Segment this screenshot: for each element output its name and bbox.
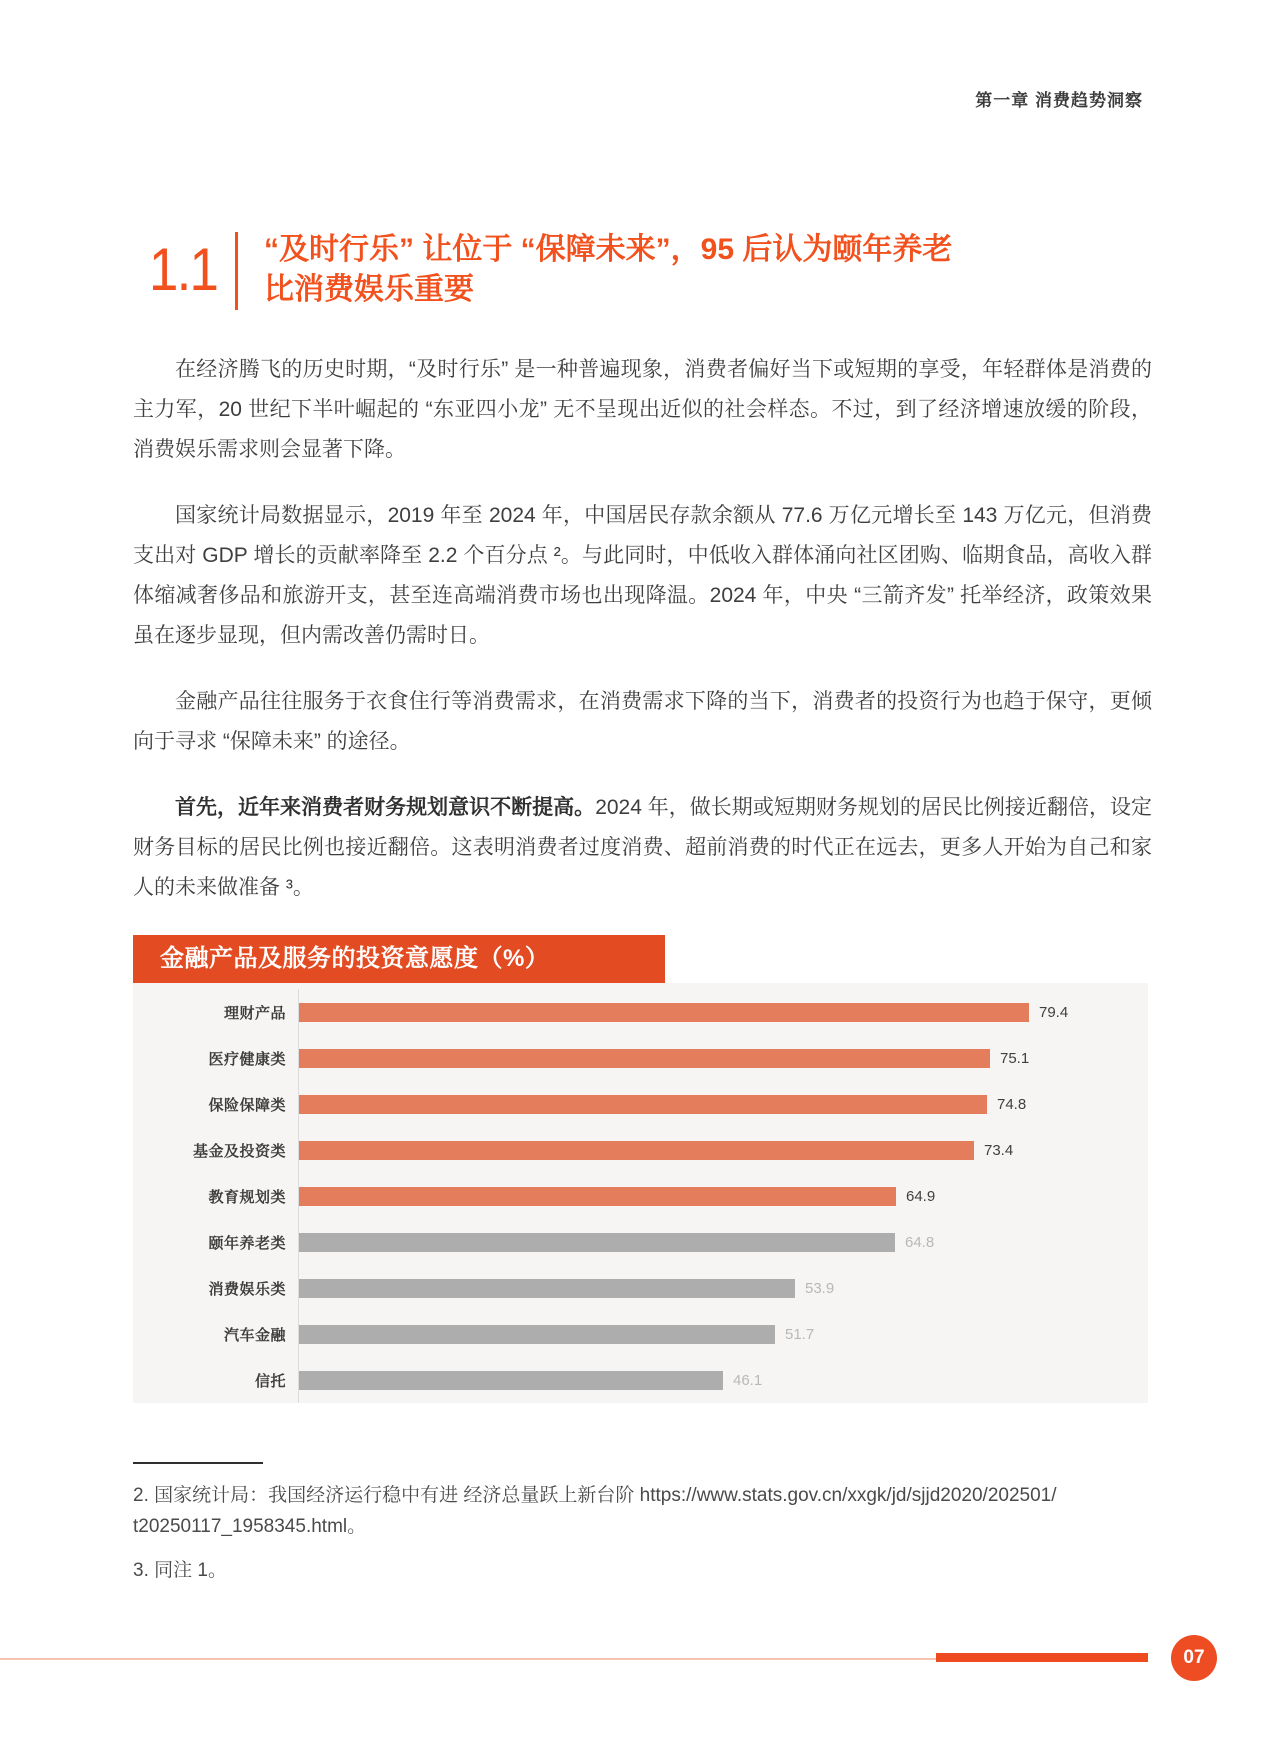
section-number: 1.1 — [149, 236, 218, 303]
footer-thick-line — [936, 1653, 1148, 1662]
bar-label: 信托 — [254, 1372, 286, 1390]
bar-label: 理财产品 — [223, 1004, 286, 1022]
chart-row — [133, 1127, 1148, 1173]
bar-label: 医疗健康类 — [208, 1050, 286, 1068]
bar — [299, 1049, 990, 1068]
bar-track — [298, 1219, 1148, 1265]
page-number: 07 — [1183, 1647, 1205, 1668]
bar-label: 汽车金融 — [223, 1326, 286, 1344]
bar — [299, 1187, 896, 1206]
section-title-line1: “及时行乐” 让位于 “保障未来”，95 后认为颐年养老 — [264, 233, 953, 266]
bar-label: 保险保障类 — [208, 1096, 286, 1114]
chart-row — [133, 1265, 1148, 1311]
bar-value: 74.8 — [997, 1095, 1027, 1113]
bar — [299, 1095, 987, 1114]
chart-rows — [133, 989, 1148, 1403]
bar — [299, 1371, 723, 1390]
chart-panel — [133, 983, 1148, 1403]
bar-track — [298, 1127, 1148, 1173]
footnote-2-line2: t20250117_1958345.html。 — [133, 1516, 367, 1537]
page-number-badge — [1171, 1635, 1217, 1681]
bar-track — [298, 1035, 1148, 1081]
investment-willingness-chart — [133, 935, 1152, 1403]
bar-label: 颐年养老类 — [208, 1234, 286, 1252]
bar — [299, 1325, 775, 1344]
footnotes — [133, 1462, 1152, 1599]
paragraph-4-rest: 2024 年，做长期或短期财务规划的居民比例接近翻倍，设定财务目标的居民比例也接近翻倍。这表明消费者过度消费、超前消费的时代正在远去，更多人开始为自己和家人的未来做准备 ³。 — [133, 796, 1152, 899]
paragraph-4-lead-bold: 首先，近年来消费者财务规划意识不断提高。 — [175, 796, 596, 819]
bar-value: 46.1 — [733, 1371, 763, 1389]
body-text — [133, 350, 1152, 908]
section-heading — [149, 230, 1152, 310]
bar — [299, 1003, 1029, 1022]
bar — [299, 1279, 795, 1298]
bar-track — [298, 1081, 1148, 1127]
bar-value: 75.1 — [1000, 1049, 1030, 1067]
paragraph-3: 金融产品往往服务于衣食住行等消费需求，在消费需求下降的当下，消费者的投资行为也趋于保守，更倾向于寻求 “保障未来” 的途径。 — [133, 690, 1152, 753]
chart-row — [133, 1219, 1148, 1265]
footnote-2-line1: 2. 国家统计局：我国经济运行稳中有进 经济总量跃上新台阶 https://www.stats.gov.cn/xxgk/jd/sjjd2020/202501/ — [133, 1485, 1057, 1506]
bar-track — [298, 1311, 1148, 1357]
bar-track — [298, 1265, 1148, 1311]
bar-value: 73.4 — [984, 1141, 1014, 1159]
chart-row — [133, 1357, 1148, 1403]
bar-label: 教育规划类 — [208, 1188, 286, 1206]
bar-label: 消费娱乐类 — [208, 1280, 286, 1298]
chart-row — [133, 1173, 1148, 1219]
footnote-3: 3. 同注 1。 — [133, 1560, 227, 1581]
bar — [299, 1141, 974, 1160]
bar-value: 53.9 — [805, 1279, 835, 1297]
paragraph-4 — [133, 788, 1152, 908]
bar-value: 64.9 — [906, 1187, 936, 1205]
chart-row — [133, 1035, 1148, 1081]
section-heading-divider — [235, 232, 238, 310]
paragraph-2: 国家统计局数据显示，2019 年至 2024 年，中国居民存款余额从 77.6 万亿元增长至 143 万亿元，但消费支出对 GDP 增长的贡献率降至 2.2 个百分点 ²。与此同时，中低收入群体涌向社区团购、临期食品，高收入群体缩减奢侈品和旅游开支，甚至连高端消费市场也出现降温。2024 年，中央 “三箭齐发” 托举经济，政策效果虽在逐步显现，但内需改善仍需时日。 — [133, 504, 1152, 647]
bar-track — [298, 1357, 1148, 1403]
section-title — [264, 230, 952, 310]
bar-value: 51.7 — [785, 1325, 815, 1343]
section-title-line2: 比消费娱乐重要 — [264, 273, 474, 306]
chart-row — [133, 1311, 1148, 1357]
chart-title: 金融产品及服务的投资意愿度（%） — [133, 935, 665, 983]
main-content — [133, 230, 1152, 1403]
bar-track — [298, 989, 1148, 1035]
bar — [299, 1233, 895, 1252]
bar-track — [298, 1173, 1148, 1219]
footnote-divider — [133, 1462, 263, 1464]
chapter-header: 第一章 消费趋势洞察 — [975, 91, 1143, 110]
chart-row — [133, 989, 1148, 1035]
footer-thin-line — [0, 1658, 936, 1660]
bar-label: 基金及投资类 — [192, 1142, 286, 1160]
chart-row — [133, 1081, 1148, 1127]
footnote-2 — [133, 1480, 1152, 1542]
bar-value: 64.8 — [905, 1233, 935, 1251]
paragraph-1: 在经济腾飞的历史时期，“及时行乐” 是一种普遍现象，消费者偏好当下或短期的享受，年轻群体是消费的主力军，20 世纪下半叶崛起的 “东亚四小龙” 无不呈现出近似的社会样态。不过，到了经济增速放缓的阶段，消费娱乐需求则会显著下降。 — [133, 358, 1152, 461]
bar-value: 79.4 — [1039, 1003, 1069, 1021]
